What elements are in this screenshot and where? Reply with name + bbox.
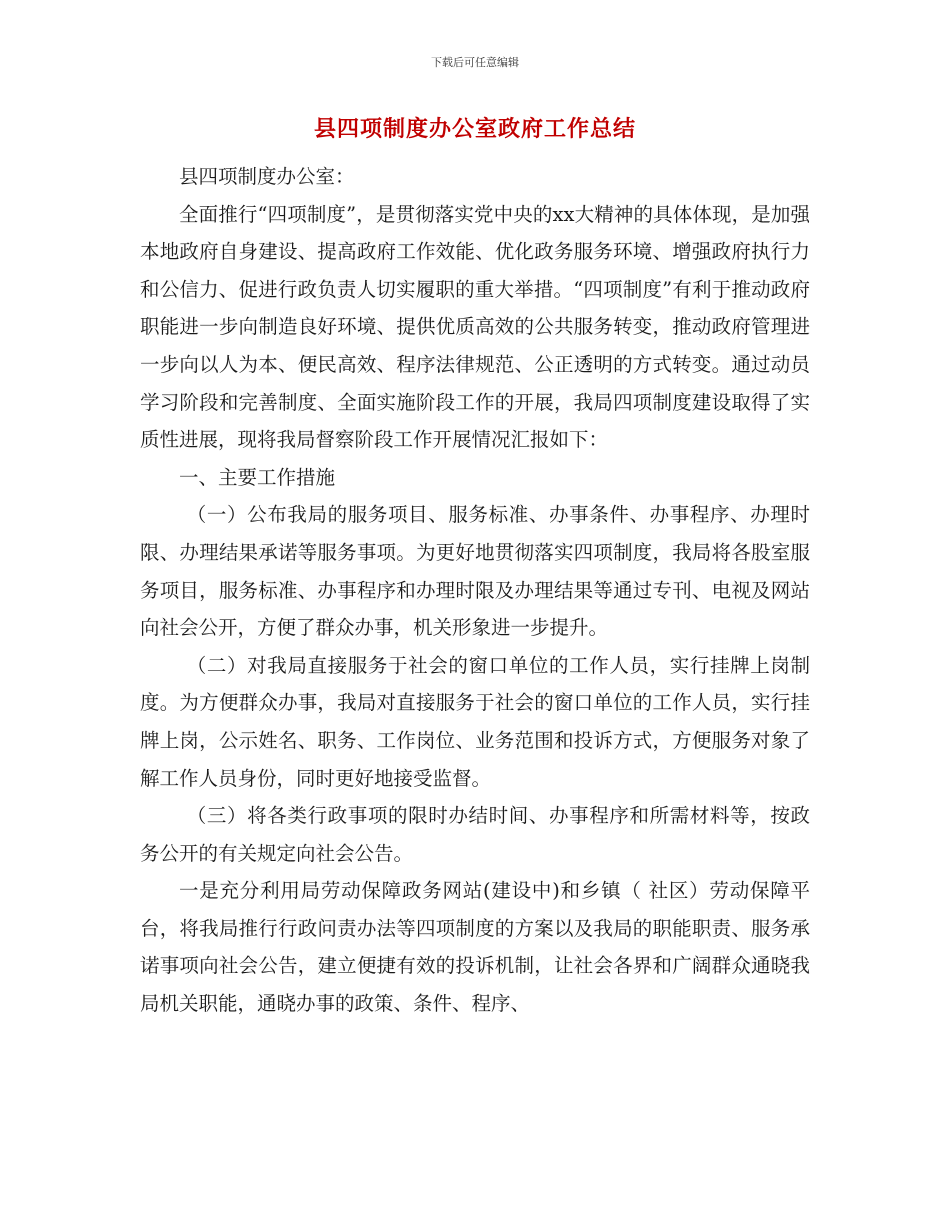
measure-paragraph-3: （三）将各类行政事项的限时办结时间、办事程序和所需材料等，按政务公开的有关规定向社会公告。 bbox=[140, 804, 810, 865]
document-title: 县四项制度办公室政府工作总结 bbox=[313, 117, 636, 142]
measure-paragraph-2: （二）对我局直接服务于社会的窗口单位的工作人员，实行挂牌上岗制度。为方便群众办事，我局对直接服务于社会的窗口单位的工作人员，实行挂牌上岗，公示姓名、职务、工作岗位、业务范围和投诉方式，方便服务对象了解工作人员身份，同时更好地接受监督。 bbox=[140, 653, 810, 790]
section-heading: 一、主要工作措施 bbox=[179, 465, 336, 489]
measure-paragraph-1: （一）公布我局的服务项目、服务标准、办事条件、办事程序、办理时限、办理结果承诺等服务事项。为更好地贯彻落实四项制度，我局将各股室服务项目，服务标准、办事程序和办理时限及办理结果等通过专刊、电视及网站向社会公开，方便了群众办事，机关形象进一步提升。 bbox=[140, 503, 810, 640]
detail-paragraph-1: 一是充分利用局劳动保障政务网站(建设中)和乡镇（ 社区）劳动保障平台，将我局推行行政问责办法等四项制度的方案以及我局的职能职责、服务承诺事项向社会公告，建立便捷有效的投诉机制，让社会各界和广阔群众通晓我局机关职能，通晓办事的政策、条件、程序、 bbox=[140, 879, 810, 1016]
document-body bbox=[140, 158, 810, 1023]
intro-paragraph: 全面推行“四项制度”，是贯彻落实党中央的xx大精神的具体体现，是加强本地政府自身建设、提高政府工作效能、优化政务服务环境、增强政府执行力和公信力、促进行政负责人切实履职的重大举措。“四项制度”有利于推动政府职能进一步向制造良好环境、提供优质高效的公共服务转变，推动政府管理进一步向以人为本、便民高效、程序法律规范、公正透明的方式转变。通过动员学习阶段和完善制度、全面实施阶段工作的开展，我局四项制度建设取得了实质性进展，现将我局督察阶段工作开展情况汇报如下： bbox=[140, 202, 810, 452]
page-header-note: 下载后可任意编辑 bbox=[431, 56, 519, 69]
addressee-line: 县四项制度办公室： bbox=[179, 165, 355, 188]
